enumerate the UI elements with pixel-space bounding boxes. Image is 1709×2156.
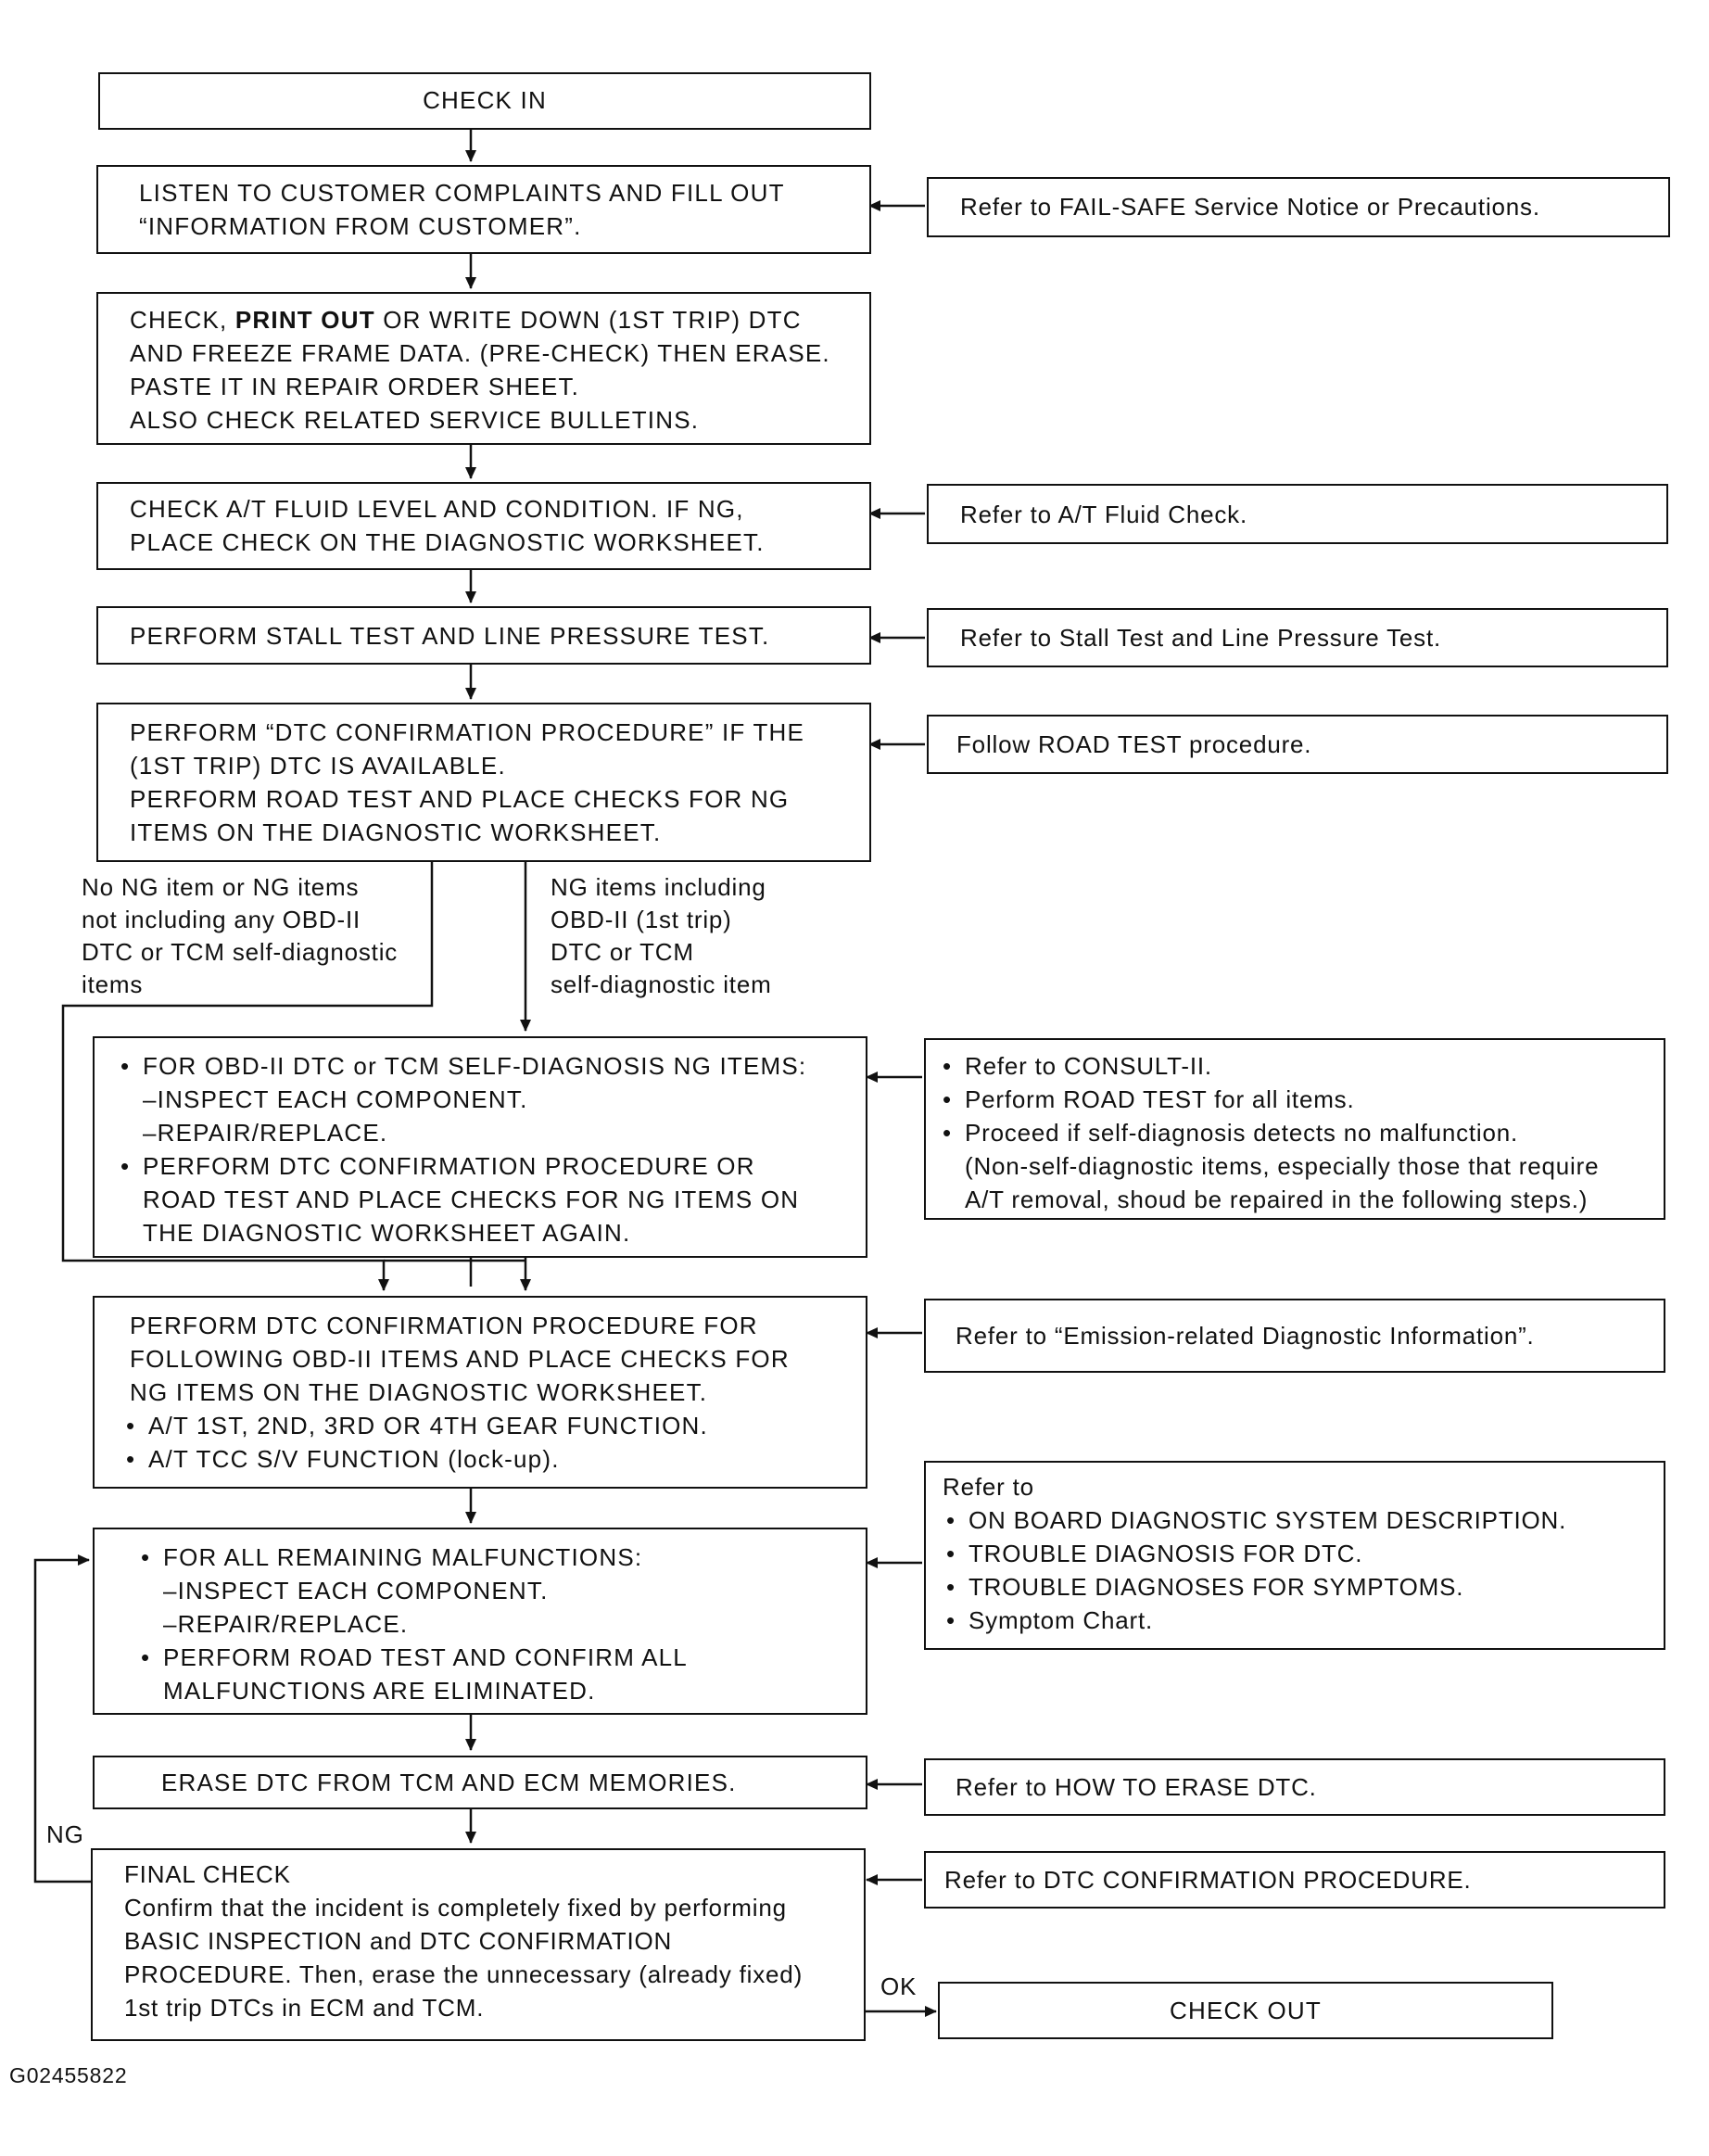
final-line-2: Confirm that the incident is completely fixed by performing: [124, 1894, 787, 1921]
following-line-3: NG ITEMS ON THE DIAGNOSTIC WORKSHEET.: [130, 1378, 708, 1406]
dtc-confirm-line-1: PERFORM “DTC CONFIRMATION PROCEDURE” IF THE: [130, 718, 805, 746]
ref-stall-box: [927, 608, 1668, 667]
remaining-line-4: • PERFORM ROAD TEST AND CONFIRM ALL: [163, 1641, 688, 1674]
dtc-confirm-line-3: PERFORM ROAD TEST AND PLACE CHECKS FOR NG: [130, 785, 790, 813]
ref-referto-line-1: Refer to: [943, 1473, 1034, 1501]
obd-line-2: –INSPECT EACH COMPONENT.: [143, 1085, 528, 1113]
ref-consult-line-5: A/T removal, shoud be repaired in the following steps.): [965, 1186, 1589, 1213]
stall-text: PERFORM STALL TEST AND LINE PRESSURE TEST.: [130, 622, 770, 650]
following-line-4: • A/T 1ST, 2ND, 3RD OR 4TH GEAR FUNCTION.: [148, 1409, 790, 1442]
dtc-confirm-line-2: (1ST TRIP) DTC IS AVAILABLE.: [130, 752, 506, 780]
following-line-2: FOLLOWING OBD-II ITEMS AND PLACE CHECKS FOR: [130, 1345, 790, 1373]
ref-road-test-text: Follow ROAD TEST procedure.: [956, 730, 1312, 758]
check-out-text: CHECK OUT: [1170, 1997, 1322, 2024]
stall-test-box: [96, 606, 871, 665]
ref-failsafe-text: Refer to FAIL-SAFE Service Notice or Precautions.: [960, 193, 1540, 221]
check-in-box: [98, 72, 871, 130]
check-print-box: [96, 292, 871, 445]
ref-refer-to-box: [924, 1461, 1665, 1650]
final-line-1: FINAL CHECK: [124, 1860, 291, 1888]
fluid-line-2: PLACE CHECK ON THE DIAGNOSTIC WORKSHEET.: [130, 528, 765, 556]
listen-box: [96, 165, 871, 254]
remaining-line-5: MALFUNCTIONS ARE ELIMINATED.: [163, 1677, 596, 1705]
remaining-line-1: • FOR ALL REMAINING MALFUNCTIONS:: [163, 1541, 688, 1574]
check-print-line-3: PASTE IT IN REPAIR ORDER SHEET.: [130, 373, 580, 400]
branch-label-ng-items: NG items including OBD-II (1st trip) DTC or TCM self-diagnostic item: [551, 873, 772, 998]
obd-line-4: • PERFORM DTC CONFIRMATION PROCEDURE OR: [143, 1149, 806, 1183]
ref-stall-text: Refer to Stall Test and Line Pressure Test.: [960, 624, 1442, 652]
obd-line-6: THE DIAGNOSTIC WORKSHEET AGAIN.: [143, 1219, 631, 1247]
check-in-text: CHECK IN: [423, 86, 547, 114]
ref-failsafe-box: [927, 177, 1670, 237]
remaining-malfunctions-box: [93, 1528, 867, 1715]
listen-line-2: “INFORMATION FROM CUSTOMER”.: [139, 212, 582, 240]
figure-id: G02455822: [9, 2063, 128, 2087]
erase-dtc-box: [93, 1756, 867, 1809]
ref-dtc-procedure-text: Refer to DTC CONFIRMATION PROCEDURE.: [944, 1866, 1472, 1894]
check-out-box: [938, 1982, 1553, 2039]
branch-label-no-ng: No NG item or NG items not including any OBD-II DTC or TCM self-diagnostic items: [82, 873, 399, 998]
check-print-line-4: ALSO CHECK RELATED SERVICE BULLETINS.: [130, 406, 700, 434]
ref-referto-line-3: • TROUBLE DIAGNOSIS FOR DTC.: [968, 1537, 1566, 1570]
remaining-line-3: –REPAIR/REPLACE.: [163, 1610, 409, 1638]
ref-consult-line-1: • Refer to CONSULT-II.: [965, 1049, 1599, 1083]
ref-emission-text: Refer to “Emission-related Diagnostic Information”.: [956, 1322, 1535, 1350]
check-print-line-1: CHECK, PRINT OUT OR WRITE DOWN (1ST TRIP) DTC: [130, 306, 802, 334]
ref-how-to-erase-text: Refer to HOW TO ERASE DTC.: [956, 1773, 1317, 1801]
ref-road-test-box: [927, 715, 1668, 774]
ref-fluid-text: Refer to A/T Fluid Check.: [960, 501, 1247, 528]
ref-consult-line-4: (Non-self-diagnostic items, especially those that require: [965, 1152, 1600, 1180]
check-print-line-2: AND FREEZE FRAME DATA. (PRE-CHECK) THEN ERASE.: [130, 339, 830, 367]
final-line-5: 1st trip DTCs in ECM and TCM.: [124, 1994, 485, 2022]
ref-referto-line-2: • ON BOARD DIAGNOSTIC SYSTEM DESCRIPTION.: [968, 1503, 1566, 1537]
ref-fluid-box: [927, 484, 1668, 544]
dtc-confirmation-box: [96, 703, 871, 862]
following-obd-box: [93, 1296, 867, 1489]
obd-line-3: –REPAIR/REPLACE.: [143, 1119, 388, 1147]
remaining-line-2: –INSPECT EACH COMPONENT.: [163, 1577, 549, 1604]
ref-how-to-erase-box: [924, 1758, 1665, 1816]
ref-consult-line-3: • Proceed if self-diagnosis detects no malfunction.: [965, 1116, 1599, 1149]
obd-line-1: • FOR OBD-II DTC or TCM SELF-DIAGNOSIS NG ITEMS:: [143, 1049, 806, 1083]
listen-line-1: LISTEN TO CUSTOMER COMPLAINTS AND FILL OUT: [139, 179, 785, 207]
fluid-check-box: [96, 482, 871, 570]
obd-line-5: ROAD TEST AND PLACE CHECKS FOR NG ITEMS ON: [143, 1186, 800, 1213]
ref-referto-line-4: • TROUBLE DIAGNOSES FOR SYMPTOMS.: [968, 1570, 1566, 1604]
final-line-3: BASIC INSPECTION and DTC CONFIRMATION: [124, 1927, 673, 1955]
ref-referto-line-5: • Symptom Chart.: [968, 1604, 1566, 1637]
obd-items-box: [93, 1036, 867, 1258]
final-check-box: [91, 1848, 866, 2041]
dtc-confirm-line-4: ITEMS ON THE DIAGNOSTIC WORKSHEET.: [130, 818, 662, 846]
following-line-5: • A/T TCC S/V FUNCTION (lock-up).: [148, 1442, 790, 1476]
ok-label: OK: [880, 1972, 918, 2000]
ref-consult-box: [924, 1038, 1665, 1220]
ng-label: NG: [46, 1820, 84, 1848]
erase-text: ERASE DTC FROM TCM AND ECM MEMORIES.: [161, 1769, 737, 1796]
ref-dtc-procedure-box: [924, 1851, 1665, 1909]
final-line-4: PROCEDURE. Then, erase the unnecessary (already fixed): [124, 1960, 804, 1988]
ref-emission-box: [924, 1299, 1665, 1373]
following-line-1: PERFORM DTC CONFIRMATION PROCEDURE FOR: [130, 1312, 758, 1339]
fluid-line-1: CHECK A/T FLUID LEVEL AND CONDITION. IF NG,: [130, 495, 744, 523]
ref-consult-line-2: • Perform ROAD TEST for all items.: [965, 1083, 1599, 1116]
